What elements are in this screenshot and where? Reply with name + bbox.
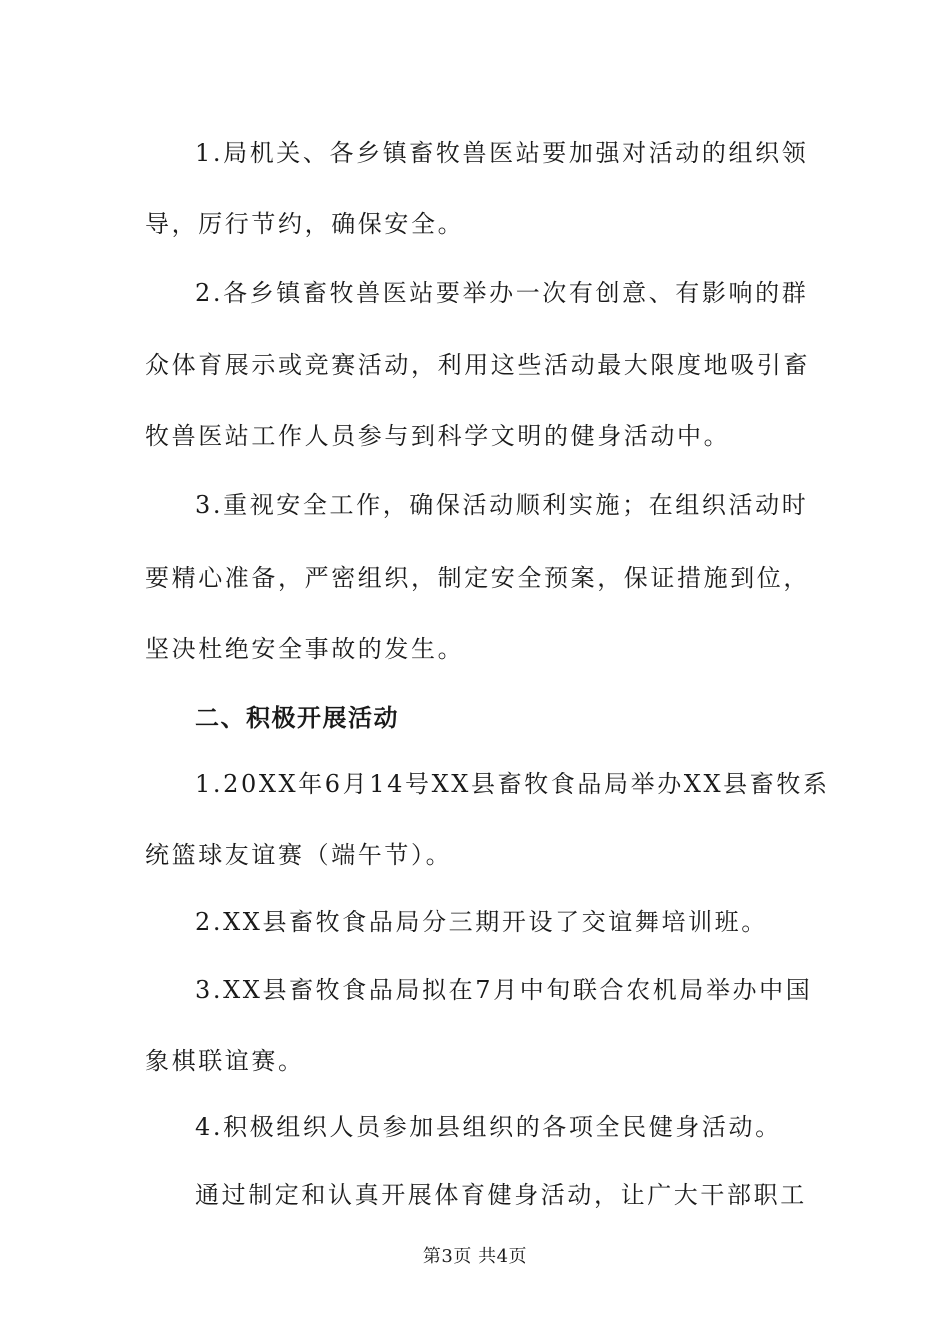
paragraph-line: 1.局机关、各乡镇畜牧兽医站要加强对活动的组织领 bbox=[195, 139, 809, 167]
page-number-footer: 第3页 共4页 bbox=[422, 1246, 528, 1267]
paragraph-line: 通过制定和认真开展体育健身活动，让广大干部职工 bbox=[195, 1181, 807, 1209]
paragraph-line: 2.XX县畜牧食品局分三期开设了交谊舞培训班。 bbox=[195, 908, 768, 936]
paragraph-line: 2.各乡镇畜牧兽医站要举办一次有创意、有影响的群 bbox=[195, 279, 809, 307]
paragraph-line: 要精心准备，严密组织，制定安全预案，保证措施到位， bbox=[145, 564, 810, 592]
paragraph-line: 象棋联谊赛。 bbox=[145, 1047, 305, 1075]
paragraph-line: 牧兽医站工作人员参与到科学文明的健身活动中。 bbox=[145, 422, 731, 450]
paragraph-line: 3.XX县畜牧食品局拟在7月中旬联合农机局举办中国 bbox=[195, 976, 813, 1004]
section-heading: 二、积极开展活动 bbox=[195, 704, 399, 732]
paragraph-line: 3.重视安全工作，确保活动顺利实施；在组织活动时 bbox=[195, 491, 809, 519]
paragraph-line: 坚决杜绝安全事故的发生。 bbox=[145, 635, 465, 663]
paragraph-line: 众体育展示或竞赛活动，利用这些活动最大限度地吸引畜 bbox=[145, 351, 810, 379]
paragraph-line: 4.积极组织人员参加县组织的各项全民健身活动。 bbox=[195, 1113, 782, 1141]
paragraph-line: 导，厉行节约，确保安全。 bbox=[145, 210, 465, 238]
paragraph-line: 1.20XX年6月14号XX县畜牧食品局举办XX县畜牧系 bbox=[195, 770, 830, 798]
paragraph-line: 统篮球友谊赛（端午节）。 bbox=[145, 841, 453, 869]
